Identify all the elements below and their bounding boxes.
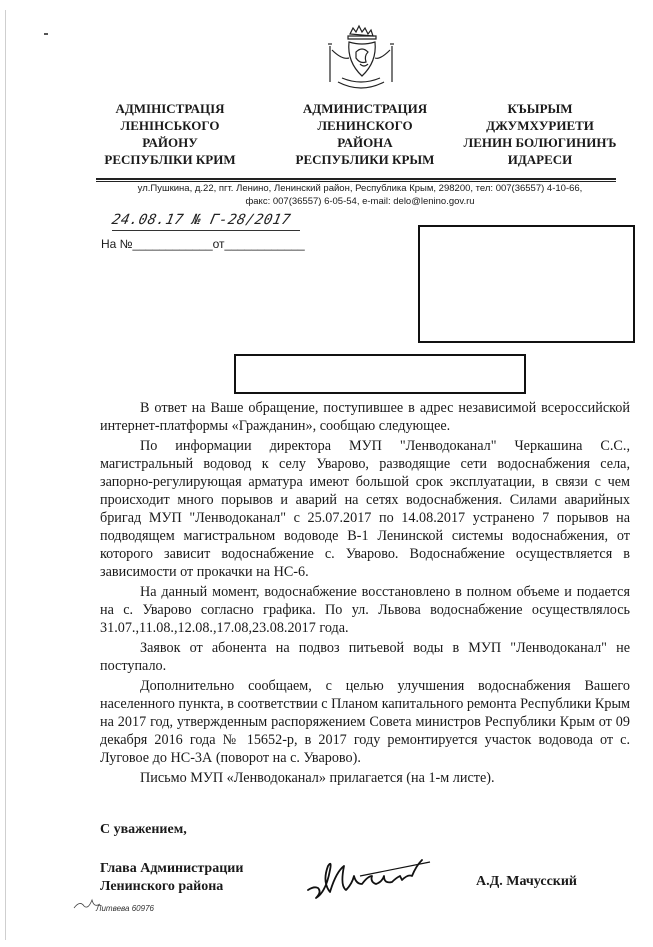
header-ru-line: РЕСПУБЛИКИ КРЫМ <box>295 152 435 167</box>
signer-position-line: Глава Администрации <box>100 861 244 876</box>
header-ukrainian <box>95 100 245 168</box>
header-ru-line: РАЙОНА <box>337 135 393 150</box>
header-ua-line: РАЙОНУ <box>142 135 198 150</box>
outgoing-number-underline <box>112 230 300 231</box>
header-ct-line: ДЖУМХУРИЕТИ <box>486 118 594 133</box>
header-russian <box>280 100 450 168</box>
redacted-recipient-box <box>418 225 635 343</box>
executor-reference: Литвева 60976 <box>96 904 154 913</box>
address-block <box>100 182 620 208</box>
header-ru-line: АДМИНИСТРАЦИЯ <box>302 101 428 116</box>
signer-name: А.Д. Мачусский <box>476 874 577 889</box>
letter-body <box>100 399 630 787</box>
address-line: факс: 007(36557) 6-05-54, e-mail: delo@lenino.gov.ru <box>245 196 475 207</box>
body-paragraph: На данный момент, водоснабжение восстановлено в полном объеме и подается на с. Уварово согласно графика. По ул. Львова водоснабжение осуществлялось 31.07.,11.08.,12.08.,17.08,23.08.2017 года. <box>100 584 630 636</box>
body-paragraph: Дополнительно сообщаем, с целью улучшения водоснабжения Вашего населенного пункта, в соответствии с Планом капитального ремонта Республики Крым на 2017 год, утвержденным распоряжением Совета министров Республики Крым от 09 декабря 2016 года № 15652-р, в 2017 году ремонтируется участок водовода от с. Луговое до НС-3А (поворот на с. Уварово). <box>100 678 630 766</box>
reply-to-line: На №____________от____________ <box>101 237 305 251</box>
header-ct-line: КЪЫРЫМ <box>507 101 573 116</box>
address-line: ул.Пушкина, д.22, пгт. Ленино, Ленинский район, Республика Крым, 298200, тел: 007(36557) 4-10-66, <box>137 183 583 194</box>
header-ua-line: ЛЕНІНСЬКОГО <box>120 118 220 133</box>
header-ua-line: АДМІНІСТРАЦІЯ <box>115 101 225 116</box>
crimea-coat-of-arms-icon <box>320 22 402 92</box>
scan-edge <box>5 10 6 940</box>
header-ct-line: ЛЕНИН БОЛЮГИНИНЪ <box>463 135 617 150</box>
header-ua-line: РЕСПУБЛІКИ КРИМ <box>104 152 236 167</box>
body-paragraph: Письмо МУП «Ленводоканал» прилагается (на 1-м листе). <box>140 770 495 786</box>
header-ct-line: ИДАРЕСИ <box>507 152 573 167</box>
header-divider <box>96 178 616 180</box>
handwritten-signature <box>300 846 460 906</box>
body-paragraph: Заявок от абонента на подвоз питьевой воды в МУП "Ленводоканал" не поступало. <box>100 640 630 674</box>
header-crimean-tatar <box>455 100 625 168</box>
redacted-salutation-box <box>234 354 526 394</box>
body-paragraph: По информации директора МУП "Ленводоканал" Черкашина С.С., магистральный водовод к селу Уварово, разводящие сети водоснабжения села, запорно-регулирующая арматура имеют большой срок эксплуатации, в связи с чем происходит много порывов и аварий на сетях водоснабжения. Силами аварийных бригад МУП "Ленводоканал" с 25.07.2017 по 14.08.2017 устранено 7 порывов на подводящем магистральном водоводе В-1 Ленинской системы водоснабжения, от которого зависит водоснабжение с. Уварово. Водоснабжение осуществляется в зависимости от прокачки на НС-6. <box>100 438 630 580</box>
scan-speck <box>44 33 48 35</box>
body-paragraph: В ответ на Ваше обращение, поступившее в адрес независимой всероссийской интернет-платформы «Гражданин», сообщаю следующее. <box>100 400 630 434</box>
signer-position <box>100 860 243 896</box>
outgoing-number-handwritten: 24.08.17 № Г-28/2017 <box>110 212 293 228</box>
closing-regards: С уважением, <box>100 822 187 837</box>
signer-position-line: Ленинского района <box>100 879 224 894</box>
header-ru-line: ЛЕНИНСКОГО <box>317 118 413 133</box>
